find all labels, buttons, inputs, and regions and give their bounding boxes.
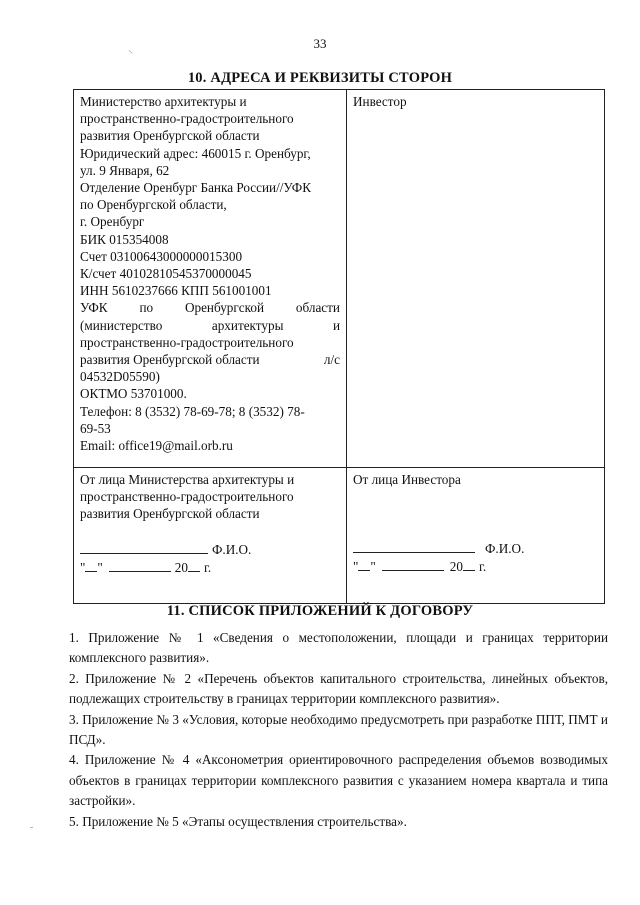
signature-fio-line: Ф.И.О. — [353, 539, 598, 557]
investor-header: Инвестор — [353, 94, 407, 109]
appendix-item: 5. Приложение № 5 «Этапы осуществления строительства». — [69, 813, 407, 829]
signature-blank — [353, 539, 475, 553]
month-blank — [382, 557, 444, 571]
ministry-requisites-cell — [74, 90, 347, 468]
signatory-line: развития Оренбургской области — [80, 506, 260, 522]
day-blank — [358, 557, 370, 571]
signature-date-line: " " 20 г. — [80, 559, 212, 575]
investor-requisites-cell — [347, 90, 605, 468]
section-11-title: 11. СПИСОК ПРИЛОЖЕНИЙ К ДОГОВОРУ — [166, 603, 474, 619]
oktmo: ОКТМО 53701000. — [80, 386, 187, 402]
page-number: 33 — [313, 36, 327, 51]
signature-blank — [80, 540, 208, 554]
ufk-line: УФК по Оренбургской области — [80, 300, 340, 316]
year-blank — [188, 558, 200, 572]
requisites-table — [73, 89, 605, 604]
ministry-words-line: (министерство архитектуры и — [80, 317, 341, 333]
pgs-line: пространственно-градостроительного — [80, 334, 294, 350]
signature-date-line: " " 20 г. — [353, 559, 487, 575]
signatory-line: От лица Министерства архитектуры и — [80, 472, 295, 487]
ministry-line: Министерство архитектуры и — [80, 94, 247, 109]
appendix-item: 1. Приложение № 1 «Сведения о местоположении, площади и границах территории комплексного развития». — [69, 630, 608, 666]
appendix-item: 4. Приложение № 4 «Аксонометрия ориентировочного распределения объемов возводимых объектов в границах территории комплексного развития с указанием номера квартала и типа застройки». — [69, 752, 608, 809]
ministry-signature-cell — [74, 468, 347, 604]
email: Email: office19@mail.orb.ru — [80, 438, 233, 454]
street-address: ул. 9 Января, 62 — [80, 162, 170, 178]
scan-artifact: - — [30, 822, 34, 833]
appendix-item: 2. Приложение № 2 «Перечень объектов капитального строительства, линейных объектов, подлежащих строительству в границах территории комплексного развития». — [69, 670, 608, 707]
appendix-list — [69, 628, 608, 832]
month-blank — [109, 558, 171, 572]
bank-name: Отделение Оренбург Банка России//УФК — [80, 180, 311, 196]
year-blank — [463, 557, 475, 571]
personal-account-label-line: развития Оренбургской области л/с — [80, 352, 341, 368]
appendix-item: 3. Приложение № 3 «Условия, которые необходимо предусмотреть при разработке ППТ, ПМТ и ПСД». — [69, 711, 608, 748]
correspondent-account: К/счет 40102810545370000045 — [80, 266, 252, 282]
investor-signature-cell — [347, 468, 605, 604]
personal-account: 04532D05590) — [80, 369, 160, 385]
bank-city: г. Оренбург — [80, 214, 145, 230]
phone: Телефон: 8 (3532) 78-69-78; 8 (3532) 78- — [80, 403, 305, 419]
signatory-line: пространственно-градостроительного — [80, 489, 294, 505]
phone-continuation: 69-53 — [80, 420, 111, 436]
signature-fio-line: Ф.И.О. — [80, 540, 340, 558]
signatory-line: От лица Инвестора — [353, 472, 461, 487]
day-blank — [85, 558, 97, 572]
ministry-line: развития Оренбургской области — [80, 128, 260, 144]
legal-address: Юридический адрес: 460015 г. Оренбург, — [80, 145, 311, 161]
section-10-title: 10. АДРЕСА И РЕКВИЗИТЫ СТОРОН — [187, 70, 453, 86]
bank-region: по Оренбургской области, — [80, 197, 227, 213]
ministry-line: пространственно-градостроительного — [80, 111, 294, 127]
scan-artifact: ⸌ — [128, 49, 133, 60]
account-number: Счет 03100643000000015300 — [80, 248, 243, 264]
bik: БИК 015354008 — [80, 231, 169, 247]
inn-kpp: ИНН 5610237666 КПП 561001001 — [80, 283, 272, 299]
